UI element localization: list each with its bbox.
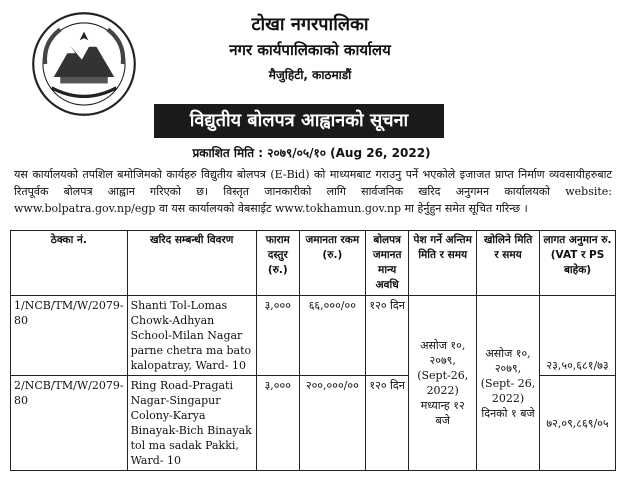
municipality-name: टोखा नगरपालिका (251, 14, 369, 35)
row2-description: Ring Road-Pragati Nagar-Singapur Colony-Karya Binayak-Bich Binayak tol ma sadak Pakki, Ward- 10 (127, 376, 256, 471)
opening-time: असोज १०, २०७९, (Sept- 26, 2022) दिनको १ बजे (477, 296, 540, 471)
row2-estimate: ७२,०९,८६९/०५ (540, 376, 616, 471)
header-estimate: लागत अनुमान रु. (VAT र PS बाहेक) (540, 231, 616, 296)
intro-paragraph: यस कार्यालयको तपशिल बमोजिमको कार्यहरु विद्युतीय बोलपत्र (E-Bid) को माध्यमबाट गराउनु पर्ने भएकोले इजाजत प्राप्त निर्माण व्यवसायीहरुबाट रितपूर्वक बोलपत्र आह्वान गरिएको छ। विस्तृत जानकारीको लागि सार्वजनिक खरिद अनुगमन कार्यालयको website: www.bolpatra.gov.np/egp वा यस कार्यालयको वेबसाईट www.tokhamun.gov.np मा हेर्नुहुन समेत सूचित गरिन्छ । (14, 168, 612, 215)
row2-form-fee: ३,००० (256, 376, 299, 471)
header-description: खरिद सम्बन्धी विवरण (127, 231, 256, 296)
notice-title: विद्युतीय बोलपत्र आह्वानको सूचना (154, 104, 444, 138)
office-address: मैजुहिटी, काठमाडौं (268, 68, 352, 82)
header-validity: बोलपत्र जमानत मान्य अवधि (365, 231, 409, 296)
row2-contract-no: 2/NCB/TM/W/2079-80 (11, 376, 128, 471)
row1-description: Shanti Tol-Lomas Chowk-Adhyan School-Milan Nagar parne chetra ma bato kalopatray, Ward- 10 (127, 296, 256, 376)
submit-deadline: असोज १०, २०७९, (Sept-26, 2022) मध्यान्ह १२ बजे (409, 296, 477, 471)
row1-validity: १२० दिन (365, 296, 409, 376)
row1-estimate: २३,५०,६८१/७३ (540, 296, 616, 376)
header-submit: पेश गर्ने अन्तिम मिति र समय (409, 231, 477, 296)
table-header-row (11, 231, 616, 296)
row1-form-fee: ३,००० (256, 296, 299, 376)
row2-deposit: २००,०००/०० (299, 376, 365, 471)
row2-validity: १२० दिन (365, 376, 409, 471)
row1-deposit: ६६,०००/०० (299, 296, 365, 376)
nepal-emblem-icon (30, 10, 138, 118)
office-name: नगर कार्यपालिकाको कार्यालय (229, 41, 391, 59)
row1-contract-no: 1/NCB/TM/W/2079-80 (11, 296, 128, 376)
table-row (11, 296, 616, 376)
bid-table (10, 230, 616, 471)
published-date: प्रकाशित मिति : २०७९/०५/१० (Aug 26, 2022) (192, 146, 431, 160)
header-form-fee: फाराम दस्तुर (रु.) (256, 231, 299, 296)
header-deposit: जमानता रकम (रु.) (299, 231, 365, 296)
header-open: खोलिने मिति र समय (477, 231, 540, 296)
header-contract-no: ठेक्का नं. (11, 231, 128, 296)
